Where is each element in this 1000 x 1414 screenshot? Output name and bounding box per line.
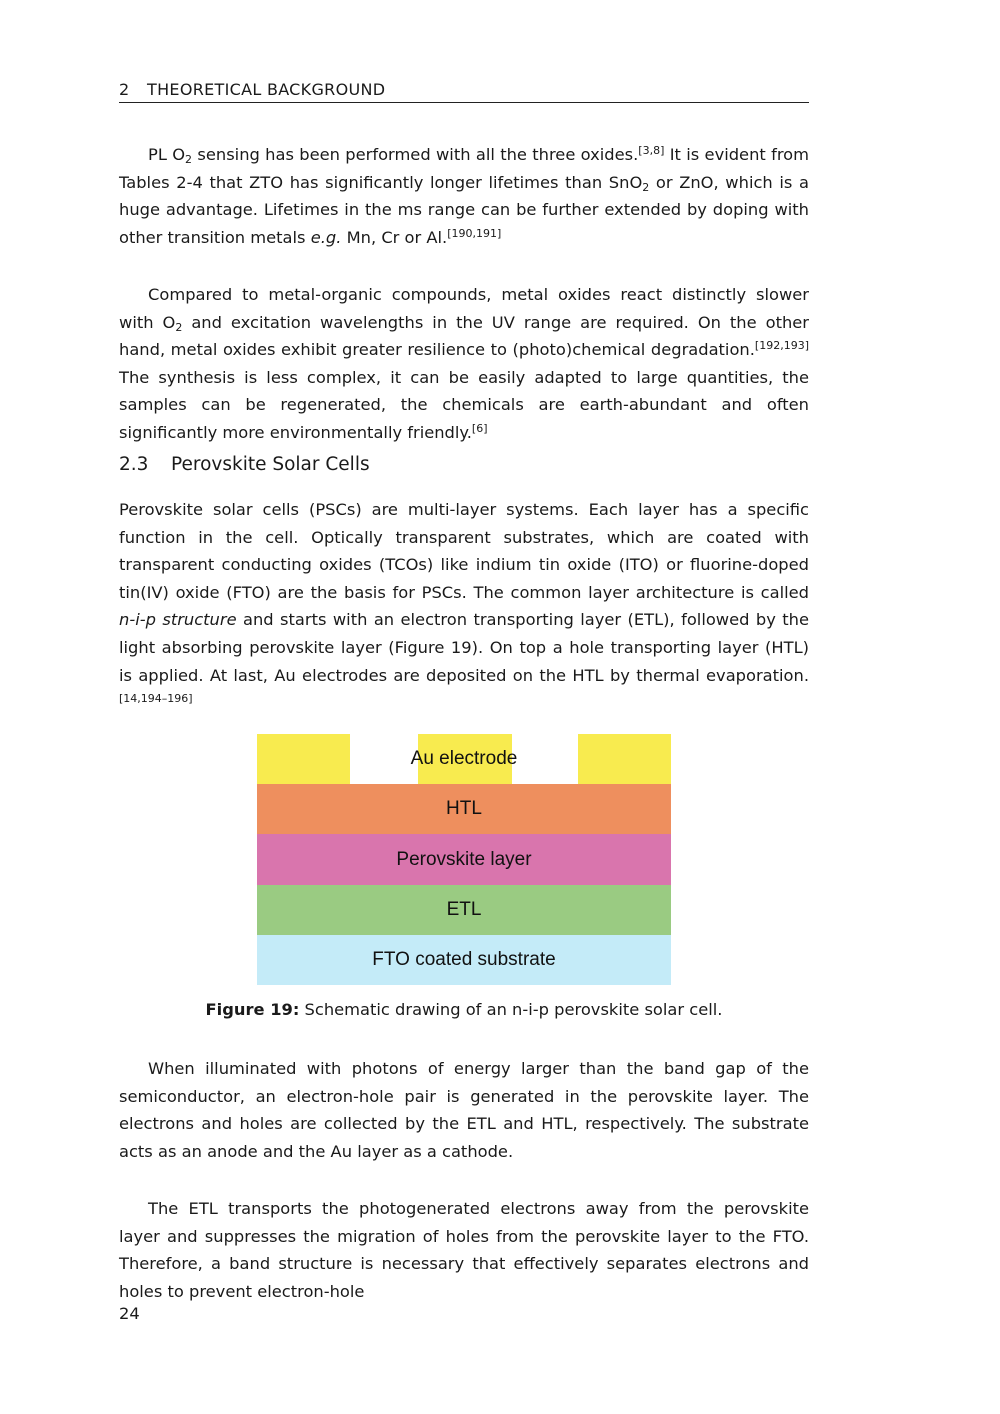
htl-layer: HTL <box>257 784 671 834</box>
paragraph-psc-intro: Perovskite solar cells (PSCs) are multi-layer systems. Each layer has a specific function in the cell. Optically transparent substrates, which are coated with transparent conducting oxides (TCOs) like indium tin oxide (ITO) or fluorine-doped tin(IV) oxide (FTO) are the basis for PSCs. The common layer architecture is called n-i-p structure and starts with an electron transporting layer (ETL), followed by the light absorbing perovskite layer (Figure 19). On top a hole transporting layer (HTL) is applied. At last, Au electrodes are deposited on the HTL by thermal evaporation.[14,194–196] <box>119 500 809 706</box>
etl-layer: ETL <box>257 885 671 935</box>
citation: [192,193] <box>754 339 809 353</box>
citation: [190,191] <box>447 226 502 240</box>
page-number: 24 <box>119 1304 140 1323</box>
psc-layer-diagram <box>257 734 671 985</box>
perovskite-layer: Perovskite layer <box>257 834 671 885</box>
paragraph-pl-sensing: PL $O_2$ sensing has been performed with all the three oxides.[3,8] It is evident from Tables 2-4 that ZTO has significantly longer lifetimes than SnO$_2$ or ZnO, which is a huge advantage. Lifetimes in the ms range can be further extended by doping with other transition metals e.g. Mn, Cr or Al.[190,191] <box>119 144 809 247</box>
au-electrode-label: Au electrode <box>410 748 518 769</box>
fto-substrate-layer: FTO coated substrate <box>257 935 671 985</box>
section-number: 2.3 <box>119 454 149 475</box>
citation: [14,194–196] <box>119 692 193 706</box>
running-header <box>119 80 809 103</box>
section-heading <box>119 454 370 475</box>
paragraph-illumination: When illuminated with photons of energy larger than the band gap of the semiconductor, an electron-hole pair is generated in the perovskite layer. The electrons and holes are collected by the ETL and HTL, respectively. The substrate acts as an anode and the Au layer as a cathode. <box>119 1059 809 1161</box>
paragraph-metal-oxides: Compared to metal-organic compounds, metal oxides react distinctly slower with $O_2$ and excitation wavelengths in the UV range are required. On the other hand, metal oxides exhibit greater resilience to (photo)chemical degradation.[192,193] The synthesis is less complex, it can be easily adapted to large quantities, the samples can be regenerated, the chemicals are earth-abundant and often significantly more environmentally friendly.[6] <box>119 285 809 442</box>
citation: [3,8] <box>638 144 665 157</box>
figure-label: Figure 19: <box>205 1000 300 1019</box>
citation: [6] <box>471 421 488 435</box>
section-title: Perovskite Solar Cells <box>171 454 370 475</box>
figure-caption: Figure 19: Schematic drawing of an n-i-p perovskite solar cell. <box>205 1000 723 1019</box>
paragraph-etl-transport: The ETL transports the photogenerated electrons away from the perovskite layer and suppresses the migration of holes from the perovskite layer to the FTO. Therefore, a band structure is necessary that effectively separates electrons and holes to prevent electron-hole <box>119 1199 809 1301</box>
chapter-title: THEORETICAL BACKGROUND <box>147 80 386 99</box>
chapter-number: 2 <box>119 80 130 99</box>
